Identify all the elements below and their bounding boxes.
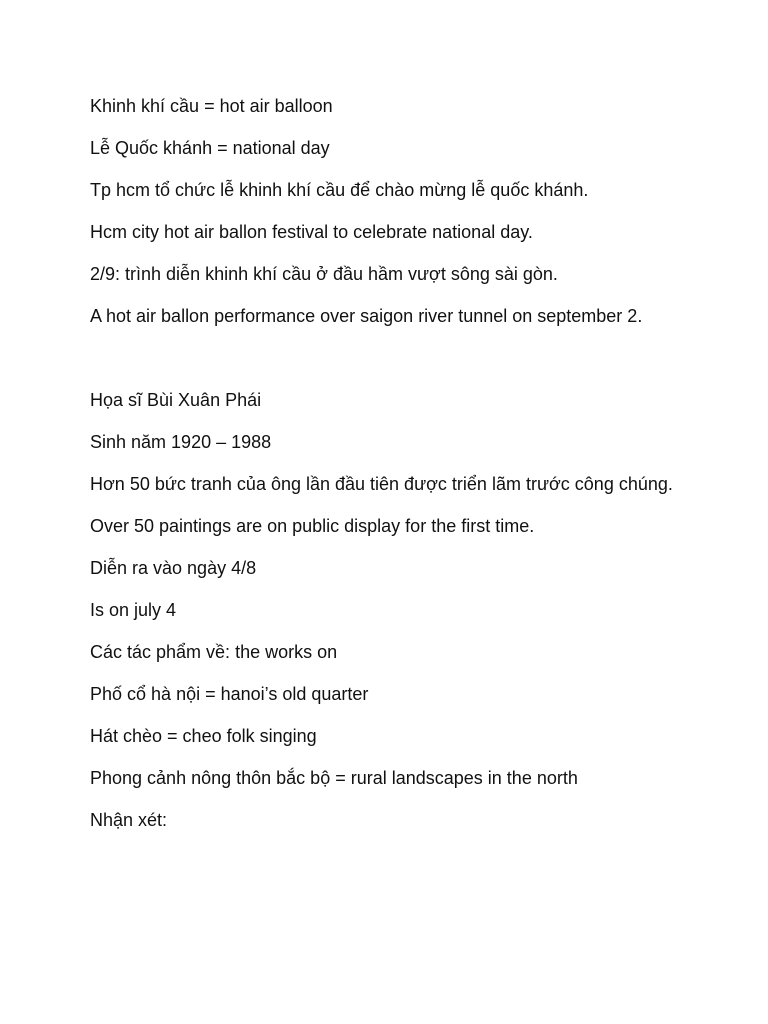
document-body	[90, 94, 690, 850]
vocab-line: Lễ Quốc khánh = national day	[90, 138, 330, 158]
vocab-line: Phố cổ hà nội = hanoi’s old quarter	[90, 684, 369, 704]
vocab-line: Khinh khí cầu = hot air balloon	[90, 96, 333, 116]
section-heading: Họa sĩ Bùi Xuân Phái	[90, 390, 262, 410]
sentence-line: Is on july 4	[90, 600, 177, 620]
sentence-line: A hot air ballon performance over saigon river tunnel on september 2.	[90, 306, 643, 326]
sentence-line: Hơn 50 bức tranh của ông lần đầu tiên được triển lãm trước công chúng.	[90, 474, 673, 494]
sentence-line: 2/9: trình diễn khinh khí cầu ở đầu hầm vượt sông sài gòn.	[90, 264, 558, 284]
sentence-line: Diễn ra vào ngày 4/8	[90, 558, 257, 578]
sentence-line: Nhận xét:	[90, 810, 168, 830]
sentence-line: Tp hcm tổ chức lễ khinh khí cầu để chào mừng lễ quốc khánh.	[90, 180, 589, 200]
sentence-line: Các tác phẩm về: the works on	[90, 642, 338, 662]
sentence-line: Sinh năm 1920 – 1988	[90, 432, 272, 452]
section-gap	[90, 346, 690, 388]
vocab-line: Phong cảnh nông thôn bắc bộ = rural landscapes in the north	[90, 768, 578, 788]
sentence-line: Over 50 paintings are on public display for the first time.	[90, 516, 535, 536]
sentence-line: Hcm city hot air ballon festival to celebrate national day.	[90, 222, 533, 242]
vocab-line: Hát chèo = cheo folk singing	[90, 726, 317, 746]
